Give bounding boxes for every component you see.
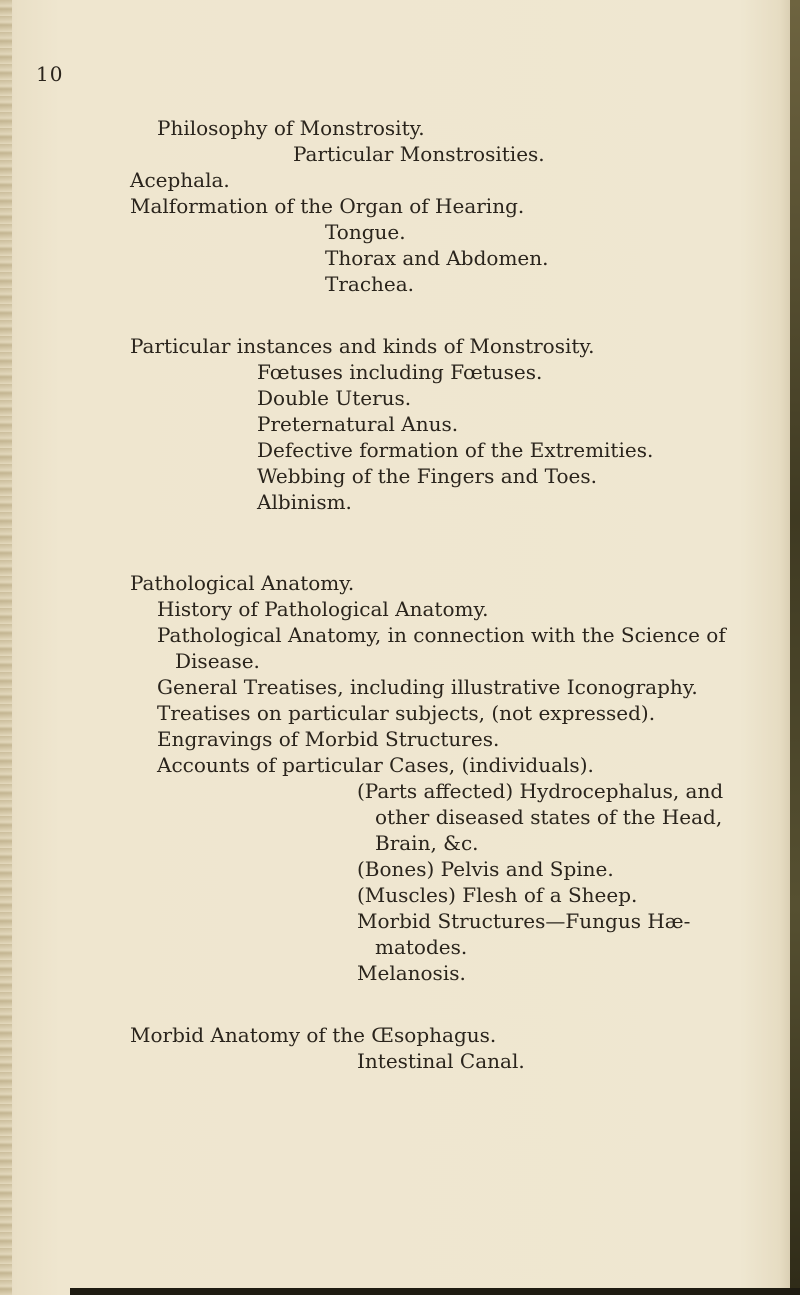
index-entry: Treatises on particular subjects, (not expressed).: [157, 701, 656, 725]
index-entry: Accounts of particular Cases, (individuals).: [157, 753, 594, 777]
index-heading: Philosophy of Monstrosity.: [157, 116, 425, 140]
index-subentry: Intestinal Canal.: [357, 1049, 525, 1073]
index-entry: Malformation of the Organ of Hearing.: [130, 194, 525, 218]
index-subentry: Double Uterus.: [257, 386, 412, 410]
index-subentry: (Parts affected) Hydrocephalus, and: [357, 779, 724, 803]
index-subentry: Melanosis.: [357, 961, 466, 985]
index-subentry: Preternatural Anus.: [257, 412, 459, 436]
index-entry: History of Pathological Anatomy.: [157, 597, 489, 621]
index-heading: Morbid Anatomy of the Œsophagus.: [130, 1023, 497, 1047]
index-subentry: Trachea.: [325, 272, 415, 296]
index-subentry-continuation: Brain, &c.: [375, 831, 479, 855]
index-subentry-continuation: matodes.: [375, 935, 468, 959]
index-heading: Pathological Anatomy.: [130, 571, 355, 595]
index-entry: Pathological Anatomy, in connection with the Science of: [157, 623, 726, 647]
index-entry-continuation: Disease.: [175, 649, 260, 673]
index-subentry: Morbid Structures—Fungus Hæ-: [357, 909, 691, 933]
index-subentry: Albinism.: [257, 490, 352, 514]
index-entry: Particular Monstrosities.: [293, 142, 545, 166]
index-subentry: (Bones) Pelvis and Spine.: [357, 857, 614, 881]
page-bottom-rule: [70, 1288, 800, 1295]
index-entry: General Treatises, including illustrative Iconography.: [157, 675, 698, 699]
page-edge: [790, 0, 800, 1295]
index-entry: Acephala.: [130, 168, 230, 192]
index-entry: Engravings of Morbid Structures.: [157, 727, 500, 751]
index-subentry-continuation: other diseased states of the Head,: [375, 805, 723, 829]
index-subentry: Webbing of the Fingers and Toes.: [257, 464, 597, 488]
index-subentry: Tongue.: [325, 220, 406, 244]
index-heading: Particular instances and kinds of Monstrosity.: [130, 334, 595, 358]
index-subentry: Fœtuses including Fœtuses.: [257, 360, 543, 384]
page-gutter: [0, 0, 12, 1295]
page-number: 10: [36, 62, 64, 86]
index-subentry: Defective formation of the Extremities.: [257, 438, 654, 462]
index-subentry: Thorax and Abdomen.: [325, 246, 549, 270]
index-subentry: (Muscles) Flesh of a Sheep.: [357, 883, 638, 907]
